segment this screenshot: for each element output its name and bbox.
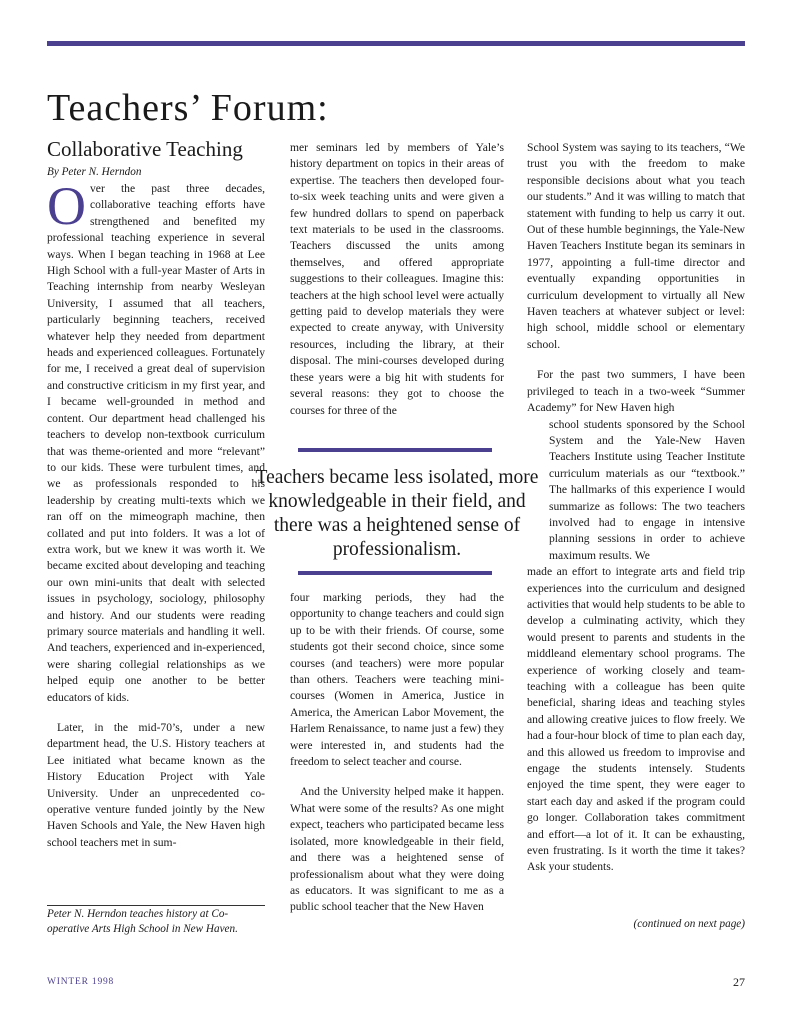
- paragraph: School System was saying to its teachers, “We trust you with the freedom to make responsible decisions about what you teach our students.” And it was willing to match that statement with funding to help us carry it out. Out of these humble beginnings, the Yale-New Haven Teachers Institute began its seminars in 1977, appointing a full-time director and eventually expanding opportunities in curriculum development to virtually all New Haven teachers at whatever subject or level: high school, middle school or elementary school.: [527, 141, 745, 351]
- pullquote-rule-top: [298, 448, 492, 452]
- author-note: Peter N. Herndon teaches history at Co-operative Arts High School in New Haven.: [47, 908, 238, 935]
- paragraph: For the past two summers, I have been privileged to teach in a two-week “Summer Academy” for New Haven high: [527, 368, 745, 415]
- paragraph: school students sponsored by the School System and the Yale-New Haven Teachers Institute using Teacher Institute curriculum materials as our “textbook.” The hallmarks of this experience I would summarize as follows: The two teachers involved had to engage in intensive planning sessions in order to achieve maximum results. We: [549, 417, 745, 562]
- continued-note: (continued on next page): [633, 918, 745, 930]
- article-subtitle: Collaborative Teaching: [47, 137, 243, 161]
- paragraph-text: ver the past three decades, collaborative teaching efforts have strengthened and benefited my professional teaching experience in several ways. When I began teaching in 1968 at Lee High School with a full-year Master of Arts in Teaching internship from nearby Wesleyan University, I assumed that all teachers, particularly beginning teachers, received whatever help they needed from department heads and experienced colleagues. Fortunately for me, I received a great deal of supervision and constructive criticism in my first year, and I became well-grounded in method and content. Our department head challenged his teachers to develop non-textbook curriculum that was theme-oriented and more “relevant” to our kids. These were turbulent times, and we as professionals responded to his leadership by creating multi-texts which we ran off on the mimeograph machine, then collated and put into folders. It was a lot of extra work, but we knew it was worth it. We became excited about developing and teaching our own mini-units that dealt with selected issues in psychology, sociology, philosophy and history. And our students were reading primary source materials and handling it well. And teachers, experienced and in-experienced, were sharing collegial relationships as we helped equip one another to be better educators of kids.: [47, 182, 265, 704]
- page-number: 27: [733, 975, 745, 989]
- paragraph: [47, 176, 265, 706]
- byline: By Peter N. Herndon: [47, 166, 142, 178]
- column-2-bottom: [290, 590, 504, 916]
- drop-cap: O: [47, 176, 86, 236]
- pull-quote: Teachers became less isolated, more knowledgeable in their field, and there was a heightened sense of professionalism.: [255, 467, 539, 560]
- column-3: [527, 140, 745, 876]
- issue-label: WINTER 1998: [47, 977, 115, 987]
- column-1: [47, 176, 265, 851]
- paragraph: And the University helped make it happen. What were some of the results? As one might expect, teachers who participated became less isolated, more knowledgeable in their field, and there was a heightened sense of professionalism about what they were doing as educators. It was significant to me as a public school teacher that the New Haven: [290, 785, 504, 914]
- top-rule: [47, 41, 745, 46]
- paragraph: mer seminars led by members of Yale’s history department on topics in their areas of expertise. The teachers then developed four-to-six week teaching units and were given a few hundred dollars to spend on paperback text materials to be used in the classrooms. Teachers discussed the units among themselves, and offered appropriate suggestions to their colleagues. Imagine this: teachers at the high school level were actually getting paid to develop materials they were expected to create anyway, with University resources, including the library, at their disposal. The mini-courses developed during these years were a big hit with students for several reasons: they got to choose the courses for three of the: [290, 141, 504, 417]
- column-2-top: [290, 140, 504, 419]
- page-title: Teachers’ Forum:: [47, 87, 329, 129]
- paragraph: made an effort to integrate arts and field trip experiences into the curriculum and designed activities that would help students to be able to develop a culminating activity, which they would present to parents and students in the middleand elementary school programs. The experience of working closely and team-teaching with a colleague has been quite beneficial, sharing ideas and teaching styles and allowing creative juices to flow freely. We had a four-hour block of time to plan each day, and this allowed us freedom to improvise and engage the students intensely. Students enjoyed the time spent, they were eager to start each day and asked if the program could go longer. Collaboration takes commitment and effort—a lot of it. It can be exhausting, even frustrating. Is it worth the time it takes? Ask your students.: [527, 565, 745, 874]
- pullquote-rule-bottom: [298, 571, 492, 575]
- footnote-rule: [47, 905, 265, 906]
- paragraph: four marking periods, they had the opportunity to change teachers and could sign up to be with their friends. Of course, some students got their second choice, since some courses (and teachers) were more popular than others. Teachers were teaching mini-courses (Women in America, Justice in America, the American Labor Movement, the Harlem Renaissance, to name just a few) they were interested in, and students had the freedom to select teacher and course.: [290, 591, 504, 769]
- paragraph: Later, in the mid-70’s, under a new department head, the U.S. History teachers at Lee initiated what became known as the History Education Project with Yale University. Under an unprecedented co-operative venture funded jointly by the New Haven Schools and Yale, the New Haven high school teachers met in sum-: [47, 721, 265, 849]
